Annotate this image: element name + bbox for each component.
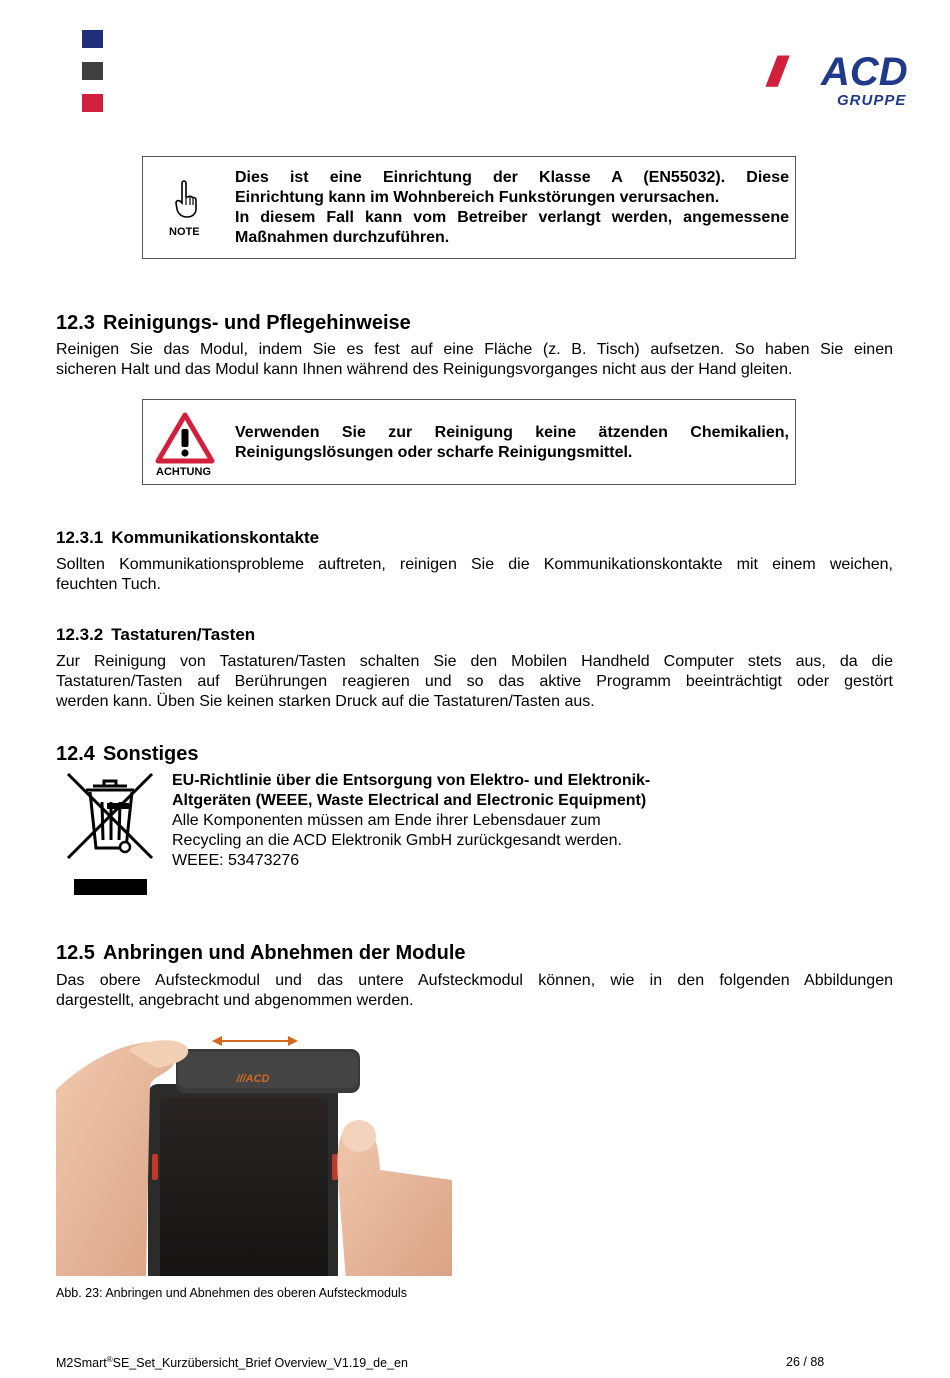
footer-registered-mark: ®: [106, 1355, 113, 1364]
footer-doc-suffix: SE_Set_Kurzübersicht_Brief Overview_V1.19_de_en: [112, 1356, 408, 1371]
figure-device-photo: [56, 1030, 452, 1276]
note-line: Dies ist eine Einrichtung der Klasse A (EN55032). Diese: [235, 169, 789, 186]
note-line: In diesem Fall kann vom Betreiber verlangt werden, angemessene: [235, 209, 789, 226]
warning-text: [235, 423, 789, 463]
paragraph-line: dargestellt, angebracht und abgenommen werden.: [56, 992, 414, 1009]
logo-sub: GRUPPE: [837, 92, 907, 109]
section-title: Kommunikationskontakte: [111, 528, 320, 547]
section-title: Reinigungs- und Pflegehinweise: [102, 312, 411, 334]
footer-doc-prefix: M2Smart: [56, 1356, 107, 1371]
section-number: 12.3.2: [56, 625, 104, 644]
brand-square-red: [82, 94, 103, 112]
paragraph-line: Tastaturen/Tasten auf Berührungen reagieren und so das aktive Programm beeinträchtigt oder gestört: [56, 673, 893, 690]
section-title: Tastaturen/Tasten: [111, 625, 256, 644]
weee-heading-line: EU-Richtlinie über die Entsorgung von Elektro- und Elektronik-: [172, 772, 651, 789]
warning-triangle-icon: [155, 412, 215, 464]
paragraph-line: Reinigen Sie das Modul, indem Sie es fest auf eine Fläche (z. B. Tisch) aufsetzen. So haben Sie einen: [56, 341, 893, 358]
paragraph-line: Das obere Aufsteckmodul und das untere Aufsteckmodul können, wie in den folgenden Abbildungen: [56, 972, 893, 989]
section-number: 12.5: [56, 942, 95, 964]
paragraph-line: Sollten Kommunikationsprobleme auftreten, reinigen Sie die Kommunikationskontakte mit einem weichen,: [56, 556, 893, 573]
warning-line: Reinigungslösungen oder scharfe Reinigungsmittel.: [235, 444, 633, 461]
section-number: 12.3: [56, 312, 95, 334]
footer-doc-name: [56, 1355, 408, 1370]
brand-square-blue: [82, 30, 103, 48]
paragraph-12-5: [56, 971, 893, 1011]
note-line: Einrichtung kann im Wohnbereich Funkstörungen verursachen.: [235, 189, 720, 206]
warning-label: ACHTUNG: [156, 466, 211, 478]
pointing-hand-icon: [173, 179, 199, 219]
paragraph-line: werden kann. Üben Sie keinen starken Druck auf die Tastaturen/Tasten aus.: [56, 693, 595, 710]
section-title: Sonstiges: [102, 743, 199, 765]
section-number: 12.3.1: [56, 528, 104, 547]
paragraph-line: sicheren Halt und das Modul kann Ihnen während des Reinigungsvorganges nicht aus der Hand gleiten.: [56, 361, 793, 378]
logo-slashes: ///: [767, 48, 779, 95]
section-number: 12.4: [56, 743, 95, 765]
figure-caption: Abb. 23: Anbringen und Abnehmen des oberen Aufsteckmoduls: [56, 1286, 407, 1300]
section-heading-12-3: [56, 311, 411, 335]
section-title: Anbringen und Abnehmen der Module: [102, 942, 466, 964]
warning-box: [142, 399, 796, 485]
footer-page-number: 26 / 88: [786, 1355, 825, 1369]
paragraph-12-3-1: [56, 555, 893, 595]
crossed-out-wheelie-bin-icon: [66, 772, 154, 898]
paragraph-line: Zur Reinigung von Tastaturen/Tasten schalten Sie den Mobilen Handheld Computer stets aus, da die: [56, 653, 893, 670]
logo-main: ACD: [821, 50, 908, 94]
device-illustration: [56, 1030, 452, 1276]
section-heading-12-3-1: [56, 527, 319, 549]
warning-line: Verwenden Sie zur Reinigung keine ätzenden Chemikalien,: [235, 424, 789, 441]
acd-logo: [765, 48, 925, 113]
device-logo: ///ACD: [236, 1073, 270, 1085]
weee-text: [172, 771, 650, 871]
note-line: Maßnahmen durchzuführen.: [235, 229, 450, 246]
note-text: [235, 168, 789, 248]
section-heading-12-4: [56, 742, 199, 766]
weee-heading-line: Altgeräten (WEEE, Waste Electrical and Electronic Equipment): [172, 792, 647, 809]
note-box: [142, 156, 796, 259]
weee-line: Alle Komponenten müssen am Ende ihrer Lebensdauer zum: [172, 812, 601, 829]
section-heading-12-5: [56, 941, 466, 965]
note-label: NOTE: [169, 226, 200, 238]
weee-number: WEEE: 53473276: [172, 852, 300, 869]
paragraph-12-3: [56, 340, 893, 380]
section-heading-12-3-2: [56, 624, 255, 646]
paragraph-line: feuchten Tuch.: [56, 576, 161, 593]
brand-square-grey: [82, 62, 103, 80]
paragraph-12-3-2: [56, 652, 893, 712]
weee-line: Recycling an die ACD Elektronik GmbH zurückgesandt werden.: [172, 832, 622, 849]
